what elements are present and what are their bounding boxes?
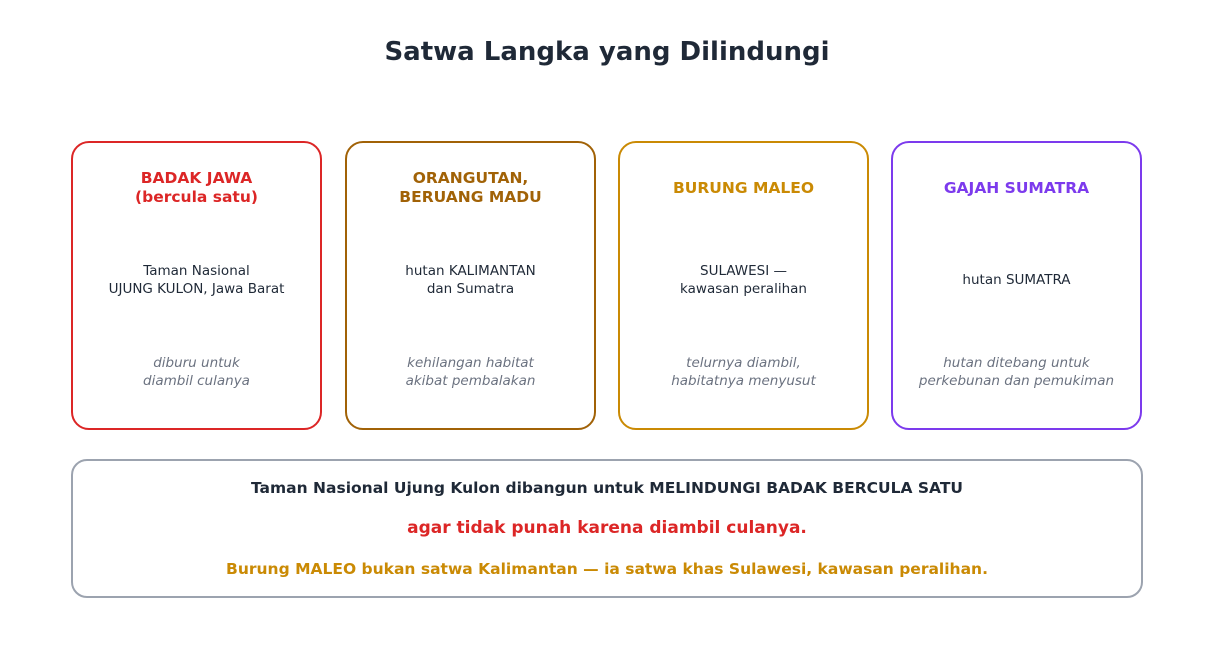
card-burung-maleo	[618, 141, 869, 430]
card-location: hutan KALIMANTAN dan Sumatra	[405, 263, 536, 297]
card-threat: diburu untuk diambil culanya	[143, 355, 250, 389]
card-title: BURUNG MALEO	[672, 179, 815, 197]
card-orangutan-beruang-madu	[345, 141, 596, 430]
card-title: ORANGUTAN, BERUANG MADU	[399, 169, 542, 206]
summary-line-1: Taman Nasional Ujung Kulon dibangun untuk MELINDUNGI BADAK BERCULA SATU	[250, 479, 963, 497]
card-badak-jawa	[71, 141, 322, 430]
card-threat: telurnya diambil, habitatnya menyusut	[671, 355, 816, 389]
card-threat: hutan ditebang untuk perkebunan dan pemukiman	[918, 355, 1115, 389]
page-title: Satwa Langka yang Dilindungi	[384, 37, 830, 67]
card-title: BADAK JAWA (bercula satu)	[135, 169, 258, 206]
summary-line-2: agar tidak punah karena diambil culanya.	[407, 518, 807, 538]
card-location: Taman Nasional UJUNG KULON, Jawa Barat	[108, 263, 285, 297]
card-location: hutan SUMATRA	[962, 272, 1071, 288]
card-threat: kehilangan habitat akibat pembalakan	[405, 355, 536, 389]
card-title: GAJAH SUMATRA	[943, 179, 1090, 197]
card-gajah-sumatra	[891, 141, 1142, 430]
card-location: SULAWESI — kawasan peralihan	[680, 263, 807, 297]
summary-box	[71, 459, 1143, 598]
summary-line-3: Burung MALEO bukan satwa Kalimantan — ia satwa khas Sulawesi, kawasan peralihan.	[226, 560, 988, 578]
